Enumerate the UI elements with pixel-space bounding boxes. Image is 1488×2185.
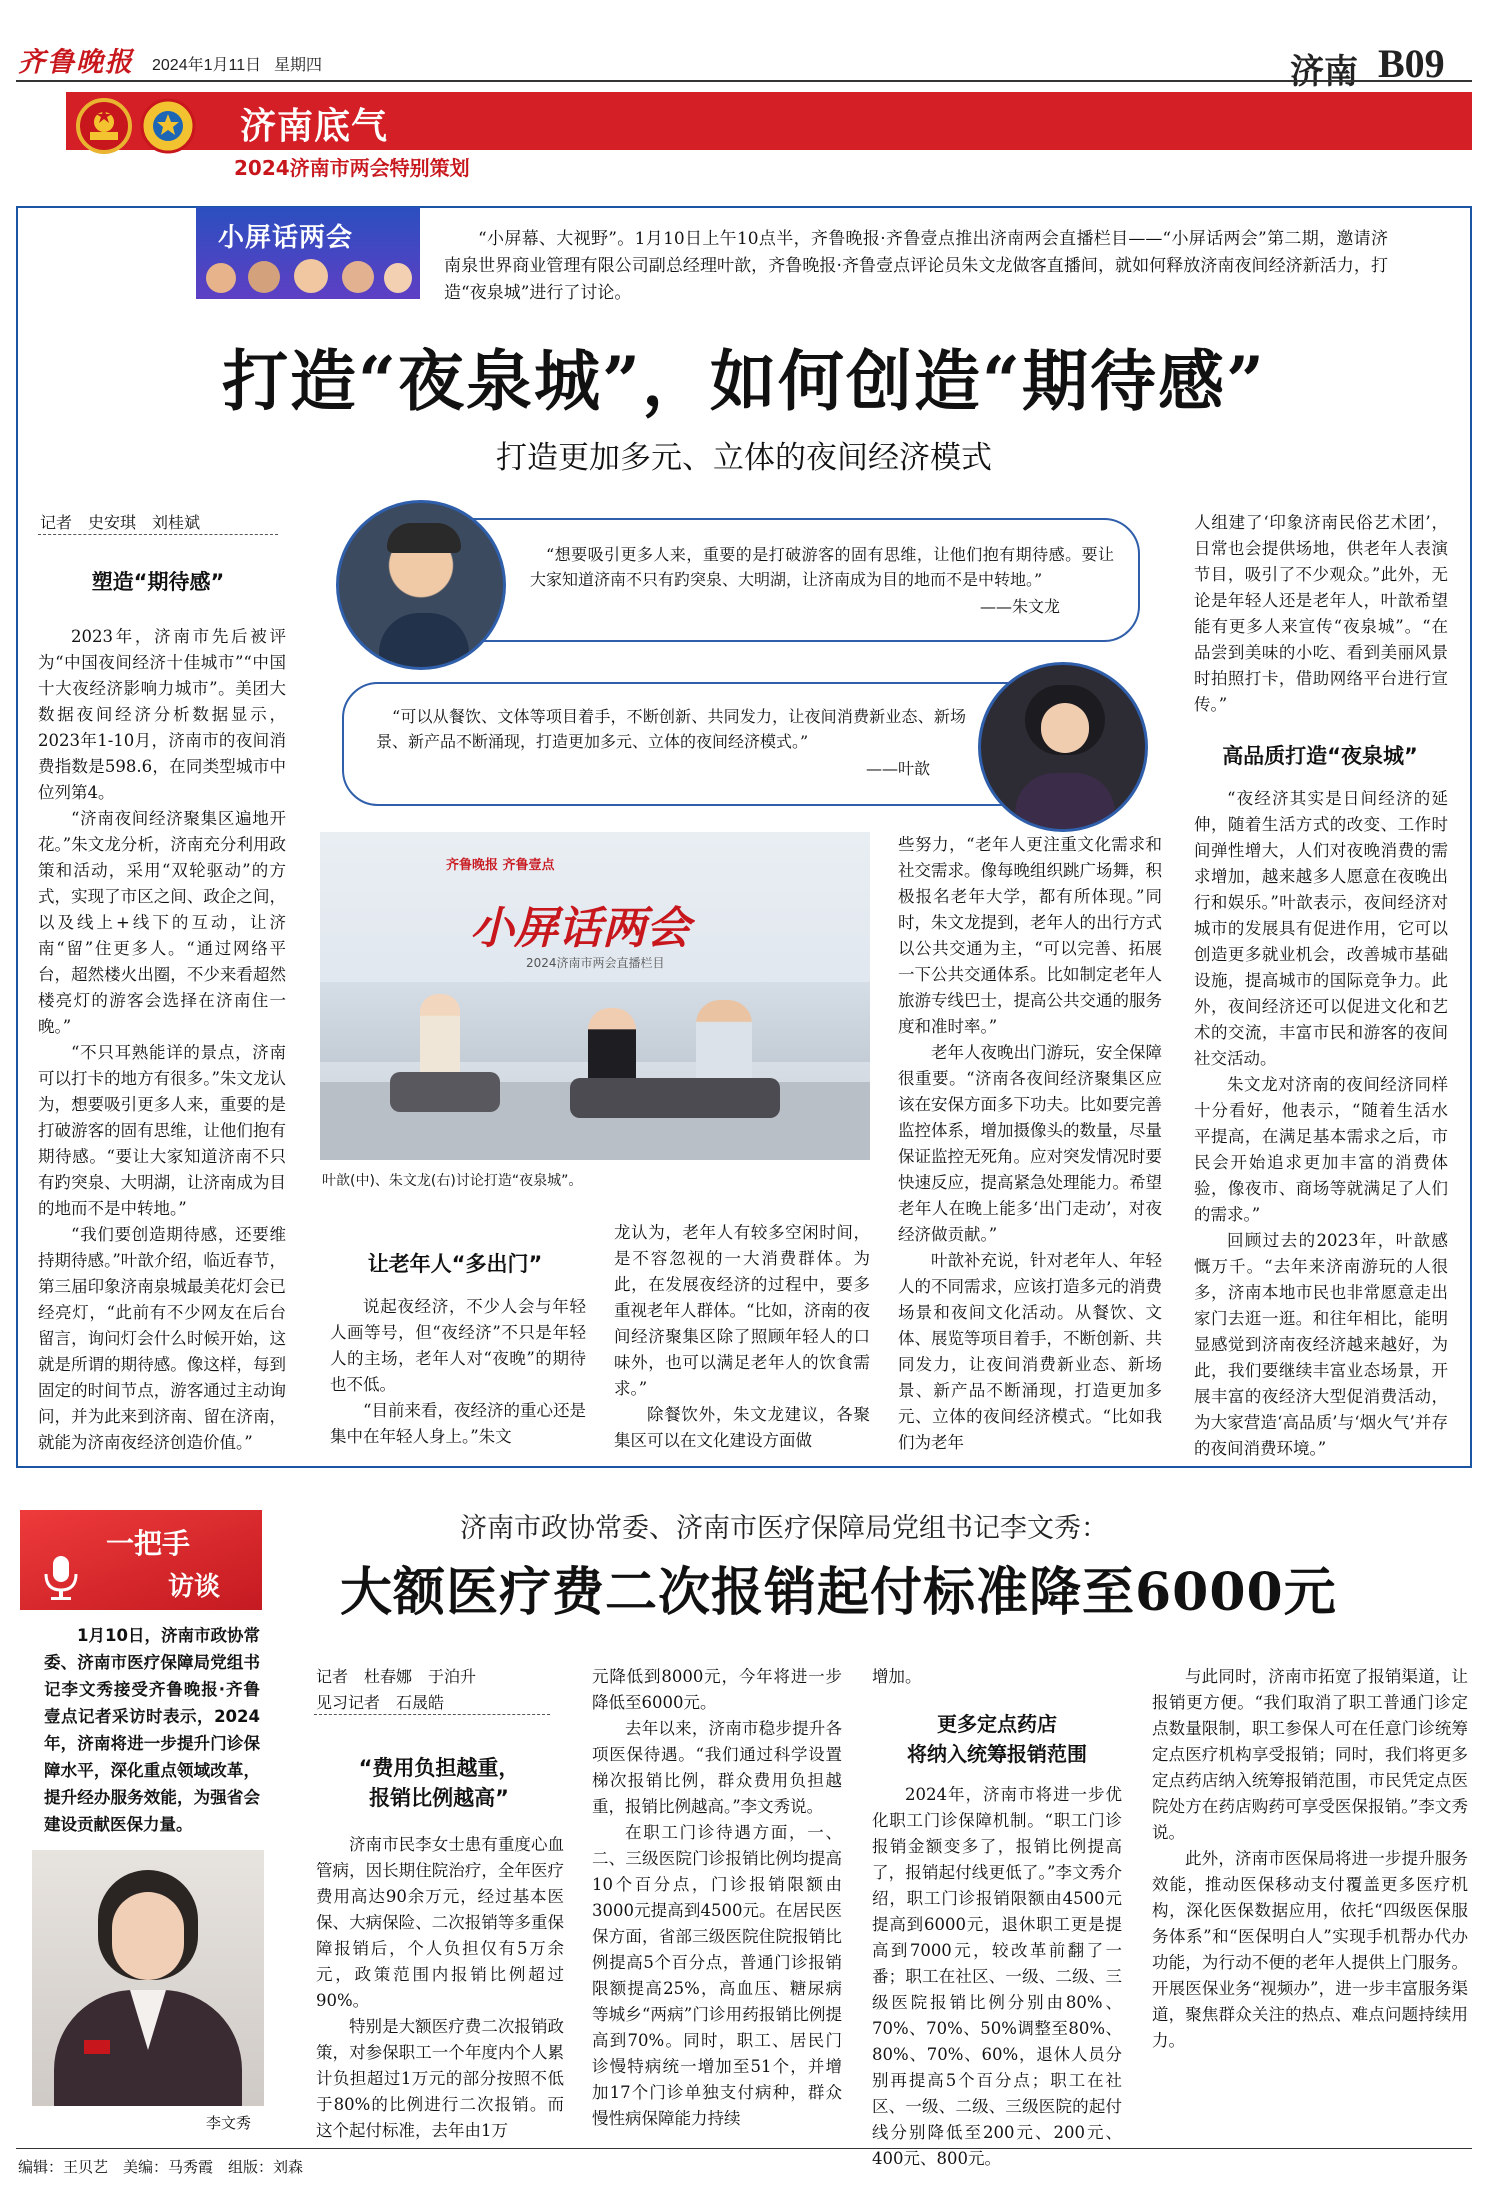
interview-heading-2-line1: 更多定点药店 xyxy=(937,1712,1057,1736)
interview-col3 xyxy=(872,1664,1122,1690)
interview-col2-p3: 在职工门诊待遇方面，一、二、三级医院门诊报销比例均提高10个百分点，门诊报销限额由3000元提高到4500元。在居民医保方面，省部三级医院住院报销比例提高5个百分点，普通门诊报销限额提高25%，高血压、糖尿病等城乡“两病”门诊用药报销比例提高到70%。同时，职工、居民门诊慢特病统一增加至51个，并增加17个门诊单独支付病种，群众慢性病保障能力持续 xyxy=(592,1823,842,2128)
cppcc-emblem-icon xyxy=(140,98,196,154)
issue-date: 2024年1月11日 xyxy=(152,57,262,74)
feature-col3-p1: 龙认为，老年人有较多空闲时间，是不容忽视的一大消费群体。为此，在发展夜经济的过程中，要多重视老年人群体。“比如，济南的夜间经济聚集区除了照顾年轻人的口味外，也可以满足老年人的饮食需求。” xyxy=(614,1223,870,1398)
column-badge-title: 小屏话两会 xyxy=(218,223,354,253)
interview-kicker: 济南市政协常委、济南市医疗保障局党组书记李文秀： xyxy=(460,1513,1108,1544)
interview-col4-p2: 此外，济南市医保局将进一步提升服务效能，推动医保移动支付覆盖更多医疗机构，深化医保数据应用，依托“四级医保服务体系”和“医保明白人”实现手机帮办代办功能，为行动不便的老年人提供上门服务。开展医保业务“视频办”，进一步丰富服务渠道，聚焦群众关注的热点、难点问题持续用力。 xyxy=(1152,1849,1468,2050)
feature-col5b-p2: 朱文龙对济南的夜间经济同样十分看好，他表示，“随着生活水平提高，在满足基本需求之后，市民会开始追求更加丰富的消费体验，像夜市、商场等就满足了人们的需求。” xyxy=(1194,1075,1448,1224)
interview-col1 xyxy=(316,1832,564,2144)
feature-col4-p1: 些努力，“老年人更注重文化需求和社交需求。像每晚组织跳广场舞，积极报名老年大学，都有所体现。”同时，朱文龙提到，老年人的出行方式以公共交通为主，“可以完善、拓展一下公共交通体系。比如制定老年人旅游专线巴士，提高公共交通的服务度和准时率。” xyxy=(898,835,1162,1036)
interview-heading-2-line2: 将纳入统筹报销范围 xyxy=(907,1742,1087,1766)
page-number: B09 xyxy=(1378,41,1445,86)
feature-subhead: 打造更加多元、立体的夜间经济模式 xyxy=(496,440,992,476)
interview-col1-p1: 济南市民李女士患有重度心血管病，因长期住院治疗，全年医疗费用高达90余万元，经过基本医保、大病保险、二次报销等多重保障报销后，个人负担仅有5万余元，政策范围内报销比例超过90%。 xyxy=(316,1835,564,2010)
feature-col4 xyxy=(898,832,1162,1456)
section-heading-1: 塑造“期待感” xyxy=(91,570,225,594)
portrait-caption: 李文秀 xyxy=(206,2114,252,2132)
photo-logo: 齐鲁晚报 齐鲁壹点 xyxy=(446,858,555,873)
ye-xin-avatar xyxy=(978,662,1148,832)
interview-headline: 大额医疗费二次报销起付标准降至6000元 xyxy=(340,1562,1337,1623)
feature-col2 xyxy=(330,1294,586,1450)
badge-line-1: 一把手 xyxy=(106,1527,191,1560)
studio-photo xyxy=(320,832,870,1160)
feature-col4-p2: 老年人夜晚出门游玩，安全保障很重要。“济南各夜间经济聚集区应该在安保方面多下功夫。比如要完善监控体系，增加摄像头的数量，尽量保证监控无死角。应对突发情况时要快速反应，提高紧急处理能力。希望老年人在晚上能多‘出门走动’，对夜经济做贡献。” xyxy=(898,1043,1162,1244)
interview-badge xyxy=(20,1510,262,1610)
issue-weekday: 星期四 xyxy=(274,57,323,74)
interview-heading-1-line1: “费用负担越重， xyxy=(358,1756,520,1780)
microphone-icon xyxy=(34,1550,88,1604)
feature-col2-p1: 说起夜经济，不少人会与年轻人画等号，但“夜经济”不只是年轻人的主场，老年人对“夜晚”的期待也不低。 xyxy=(330,1297,586,1394)
banner-title: 济南底气 xyxy=(240,105,389,147)
photo-caption: 叶歆(中)、朱文龙(右)讨论打造“夜泉城”。 xyxy=(322,1173,583,1189)
feature-col1-p4: “我们要创造期待感，还要维持期待感。”叶歆介绍，临近春节，第三届印象济南泉城最美花灯会已经亮灯，“此前有不少网友在后台留言，询问灯会什么时候开始，这就是所谓的期待感。像这样，每到固定的时间节点，游客通过主动询问，并为此来到济南、留在济南，就能为济南夜经济创造价值。” xyxy=(38,1225,286,1452)
feature-col3 xyxy=(614,1220,870,1454)
photo-subtitle: 2024济南市两会直播栏目 xyxy=(526,956,665,970)
feature-col3-p2: 除餐饮外，朱文龙建议，各聚集区可以在文化建设方面做 xyxy=(614,1405,870,1450)
masthead-logo: 齐鲁晚报 xyxy=(18,47,134,78)
interview-byline-rule xyxy=(314,1714,550,1715)
feature-col5a xyxy=(1194,510,1448,718)
interview-col3b-p1: 2024年，济南市将进一步优化职工门诊保障机制。“职工门诊报销金额变多了，报销比例提高了，报销起付线更低了。”李文秀介绍，职工门诊报销限额由4500元提高到6000元，退休职工更是提高到7000元，较改革前翻了一番；职工在社区、一级、二级、三级医院报销比例分别由80%、70%、70%、50%调整至80%、80%、70%、60%，退休人员分别再提高5个百分点；职工在社区、一级、二级、三级医院的起付线分别降低至200元、200元、400元、800元。 xyxy=(872,1785,1122,2168)
interview-lead: 1月10日，济南市政协常委、济南市医疗保障局党组书记李文秀接受齐鲁晚报·齐鲁壹点记者采访时表示，2024年，济南将进一步提升门诊保障水平，深化重点领域改革，提升经办服务效能，为强省会建设贡献医保力量。 xyxy=(44,1626,260,1834)
quote-2-text: “可以从餐饮、文体等项目着手，不断创新、共同发力，让夜间消费新业态、新场景、新产品不断涌现，打造更加多元、立体的夜间经济模式。” xyxy=(376,707,966,751)
quote-2-author: ——叶歆 xyxy=(866,759,931,778)
quote-1-author: ——朱文龙 xyxy=(980,597,1061,616)
li-wenxiu-portrait xyxy=(32,1850,264,2106)
footer-credits: 编辑：王贝艺 美编：马秀霞 组版：刘森 xyxy=(18,2158,304,2176)
interview-byline-1: 记者 杜春娜 于泊升 xyxy=(316,1667,477,1686)
section-heading-2: 让老年人“多出门” xyxy=(367,1252,543,1276)
feature-col5a-p1: 人组建了‘印象济南民俗艺术团’，日常也会提供场地，供老年人表演节目，吸引了不少观众。”此外，无论是年轻人还是老年人，叶歆希望能有更多人来宣传“夜泉城”。“在品尝到美味的小吃、看到美丽风景时拍照打卡，借助网络平台进行宣传。” xyxy=(1194,513,1448,714)
feature-col1 xyxy=(38,624,286,1456)
feature-intro: “小屏幕、大视野”。1月10日上午10点半，齐鲁晚报·齐鲁壹点推出济南两会直播栏目——“小屏话两会”第二期，邀请济南泉世界商业管理有限公司副总经理叶歆，齐鲁晚报·齐鲁壹点评论员朱文龙做客直播间，就如何释放济南夜间经济新活力，打造“夜泉城”进行了讨论。 xyxy=(444,229,1388,303)
feature-headline: 打造“夜泉城”，如何创造“期待感” xyxy=(222,342,1266,420)
feature-col4-p3: 叶歆补充说，针对老年人、年轻人的不同需求，应该打造多元的消费场景和夜间文化活动。从餐饮、文体、展览等项目着手，不断创新、共同发力，让夜间消费新业态、新场景、新产品不断涌现，打造更加多元、立体的夜间经济模式。“比如我们为老年 xyxy=(898,1251,1162,1452)
feature-col1-p2: “济南夜间经济聚集区遍地开花。”朱文龙分析，济南充分利用政策和活动，采用“双轮驱动”的方式，实现了市区之间、政企之间，以及线上+线下的互动，让济南“留”住更多人。“通过网络平台，超然楼火出圈，不少来看超然楼亮灯的游客会选择在济南住一晚。” xyxy=(38,809,286,1036)
banner-subtitle: 2024济南市两会特别策划 xyxy=(234,156,470,180)
column-badge xyxy=(196,207,420,299)
interview-col4 xyxy=(1152,1664,1468,2054)
interview-byline-2: 见习记者 石晟皓 xyxy=(316,1693,445,1712)
feature-col1-p1: 2023年，济南市先后被评为“中国夜间经济十佳城市”“中国十大夜经济影响力城市”。美团大数据夜间经济分析数据显示，2023年1-10月，济南市的夜间消费指数是598.6，在同类型城市中位列第4。 xyxy=(38,627,286,802)
quote-1-text: “想要吸引更多人来，重要的是打破游客的固有思维，让他们抱有期待感。要让大家知道济南不只有趵突泉、大明湖，让济南成为目的地而不是中转地。” xyxy=(530,545,1114,589)
interview-col4-p1: 与此同时，济南市拓宽了报销渠道，让报销更方便。“我们取消了职工普通门诊定点数量限制，职工参保人可在任意门诊统筹定点医疗机构享受报销；同时，我们将更多定点药店纳入统筹报销范围，市民凭定点医院处方在药店购药可享受医保报销。”李文秀说。 xyxy=(1152,1667,1468,1842)
interview-heading-1-line2: 报销比例越高” xyxy=(369,1786,509,1810)
feature-col5b-p1: “夜经济其实是日间经济的延伸，随着生活方式的改变、工作时间弹性增大，人们对夜晚消费的需求增加，越来越多人愿意在夜晚出行和娱乐。”叶歆表示，夜间经济对城市的发展具有促进作用，它可以创造更多就业机会，改善城市基础设施，提高城市的国际竞争力。此外，夜间经济还可以促进文化和艺术的交流，丰富市民和游客的夜间社交活动。 xyxy=(1194,789,1448,1068)
feature-col5b xyxy=(1194,786,1448,1462)
interview-col2-p1: 元降低到8000元，今年将进一步降低至6000元。 xyxy=(592,1667,842,1712)
feature-col2-p2: “目前来看，夜经济的重心还是集中在年轻人身上。”朱文 xyxy=(330,1401,586,1446)
photo-title: 小屏话两会 xyxy=(470,903,690,954)
national-emblem-icon xyxy=(76,98,132,154)
section-name: 济南 xyxy=(1290,52,1358,92)
feature-byline: 记者 史安琪 刘桂斌 xyxy=(40,513,201,532)
footer-rule xyxy=(16,2148,1472,2149)
interview-col3b xyxy=(872,1782,1122,2172)
interview-col3-p1: 增加。 xyxy=(872,1667,922,1686)
badge-line-2: 访谈 xyxy=(168,1572,221,1602)
interview-col2 xyxy=(592,1664,842,2132)
feature-col1-p3: “不只耳熟能详的景点，济南可以打卡的地方有很多。”朱文龙认为，想要吸引更多人来，重要的是打破游客的固有思维，让他们抱有期待感。“要让大家知道济南不只有趵突泉、大明湖，让济南成为目的地而不是中转地。” xyxy=(38,1043,286,1218)
interview-col1-p2: 特别是大额医疗费二次报销政策，对参保职工一个年度内个人累计负担超过1万元的部分按照不低于80%的比例进行二次报销。而这个起付标准，去年由1万 xyxy=(316,2017,564,2140)
interview-col2-p2: 去年以来，济南市稳步提升各项医保待遇。“我们通过科学设置梯次报销比例，群众费用负担越重，报销比例越高。”李文秀说。 xyxy=(592,1719,842,1816)
byline-rule xyxy=(38,534,278,535)
masthead-rule xyxy=(16,80,1472,82)
guest-avatars xyxy=(202,257,414,297)
zhu-wenlong-avatar xyxy=(336,500,506,670)
feature-col5b-p3: 回顾过去的2023年，叶歆感慨万千。“去年来济南游玩的人很多，济南本地市民也非常愿意走出家门去逛一逛。和往年相比，能明显感觉到济南夜经济越来越好，为此，我们要继续丰富业态场景，开展丰富的夜经济大型促消费活动，为大家营造‘高品质’与‘烟火气’并存的夜间消费环境。” xyxy=(1194,1231,1448,1458)
section-heading-3: 高品质打造“夜泉城” xyxy=(1222,744,1418,768)
